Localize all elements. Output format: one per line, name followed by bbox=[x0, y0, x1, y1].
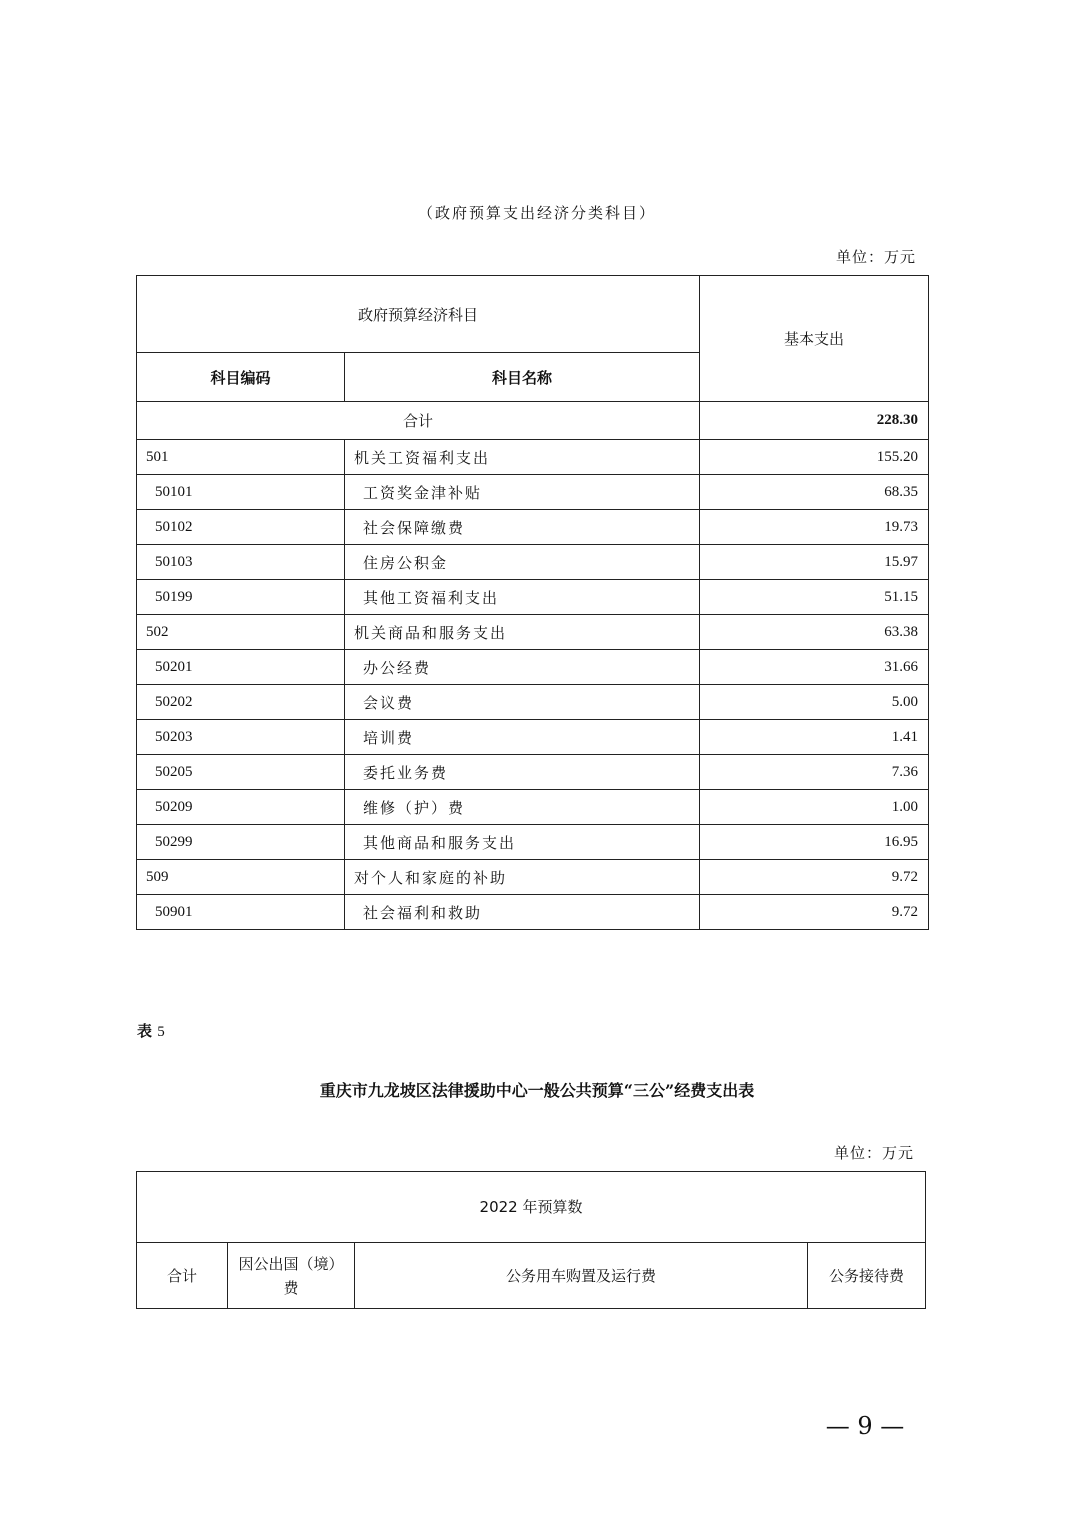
economic-classification-table bbox=[136, 275, 929, 930]
row-name: 社会福利和救助 bbox=[345, 895, 700, 930]
row-amount: 15.97 bbox=[700, 545, 929, 580]
row-code: 501 bbox=[137, 440, 345, 475]
row-amount: 5.00 bbox=[700, 685, 929, 720]
unit-label-2: 单位：万元 bbox=[833, 1144, 914, 1162]
header-name: 科目名称 bbox=[345, 353, 700, 402]
table-row bbox=[137, 510, 929, 545]
table-number: 5 bbox=[157, 1024, 165, 1040]
row-name: 机关工资福利支出 bbox=[345, 440, 700, 475]
unit-label: 单位：万元 bbox=[835, 248, 916, 266]
row-amount: 68.35 bbox=[700, 475, 929, 510]
row-code: 50203 bbox=[137, 720, 345, 755]
row-amount: 1.41 bbox=[700, 720, 929, 755]
row-name: 机关商品和服务支出 bbox=[345, 615, 700, 650]
row-name: 会议费 bbox=[345, 685, 700, 720]
row-amount: 31.66 bbox=[700, 650, 929, 685]
row-code: 50202 bbox=[137, 685, 345, 720]
row-name: 社会保障缴费 bbox=[345, 510, 700, 545]
table-row bbox=[137, 860, 929, 895]
total-row bbox=[137, 402, 929, 440]
header-amount: 基本支出 bbox=[700, 276, 929, 402]
header-vehicle: 公务用车购置及运行费 bbox=[355, 1243, 808, 1309]
table-row bbox=[137, 790, 929, 825]
row-name: 工资奖金津补贴 bbox=[345, 475, 700, 510]
header-abroad: 因公出国（境）费 bbox=[228, 1243, 355, 1309]
row-amount: 51.15 bbox=[700, 580, 929, 615]
row-name: 办公经费 bbox=[345, 650, 700, 685]
section-subtitle: （政府预算支出经济分类科目） bbox=[417, 204, 656, 222]
table-row bbox=[137, 440, 929, 475]
table-label bbox=[137, 1020, 165, 1041]
header-group: 政府预算经济科目 bbox=[137, 276, 700, 353]
row-amount: 9.72 bbox=[700, 895, 929, 930]
row-amount: 9.72 bbox=[700, 860, 929, 895]
row-code: 50199 bbox=[137, 580, 345, 615]
row-code: 50299 bbox=[137, 825, 345, 860]
table-row bbox=[137, 545, 929, 580]
row-amount: 16.95 bbox=[700, 825, 929, 860]
row-name: 其他商品和服务支出 bbox=[345, 825, 700, 860]
table-row bbox=[137, 580, 929, 615]
table-row bbox=[137, 685, 929, 720]
row-code: 50205 bbox=[137, 755, 345, 790]
row-amount: 7.36 bbox=[700, 755, 929, 790]
row-name: 培训费 bbox=[345, 720, 700, 755]
row-name: 维修（护）费 bbox=[345, 790, 700, 825]
row-code: 50102 bbox=[137, 510, 345, 545]
header-total: 合计 bbox=[137, 1243, 228, 1309]
row-code: 50901 bbox=[137, 895, 345, 930]
table-row bbox=[137, 650, 929, 685]
header-reception: 公务接待费 bbox=[808, 1243, 926, 1309]
three-public-expenses-table bbox=[136, 1171, 926, 1309]
row-amount: 63.38 bbox=[700, 615, 929, 650]
table-row bbox=[137, 755, 929, 790]
row-code: 50209 bbox=[137, 790, 345, 825]
row-amount: 19.73 bbox=[700, 510, 929, 545]
table-title: 重庆市九龙坡区法律援助中心一般公共预算“三公”经费支出表 bbox=[319, 1081, 755, 1100]
table-row bbox=[137, 615, 929, 650]
header-budget-year: 2022 年预算数 bbox=[137, 1172, 926, 1243]
page-number: — 9 — bbox=[825, 1412, 905, 1440]
row-code: 509 bbox=[137, 860, 345, 895]
table-row bbox=[137, 475, 929, 510]
row-code: 50103 bbox=[137, 545, 345, 580]
table-row bbox=[137, 825, 929, 860]
row-amount: 1.00 bbox=[700, 790, 929, 825]
table-body bbox=[137, 440, 929, 930]
total-amount: 228.30 bbox=[700, 402, 929, 440]
row-code: 50201 bbox=[137, 650, 345, 685]
header-code: 科目编码 bbox=[137, 353, 345, 402]
table-row bbox=[137, 720, 929, 755]
row-code: 502 bbox=[137, 615, 345, 650]
row-amount: 155.20 bbox=[700, 440, 929, 475]
row-name: 其他工资福利支出 bbox=[345, 580, 700, 615]
row-name: 住房公积金 bbox=[345, 545, 700, 580]
table-label-prefix: 表 bbox=[137, 1022, 153, 1040]
table-row bbox=[137, 895, 929, 930]
row-name: 对个人和家庭的补助 bbox=[345, 860, 700, 895]
row-code: 50101 bbox=[137, 475, 345, 510]
row-name: 委托业务费 bbox=[345, 755, 700, 790]
total-label: 合计 bbox=[137, 402, 700, 440]
